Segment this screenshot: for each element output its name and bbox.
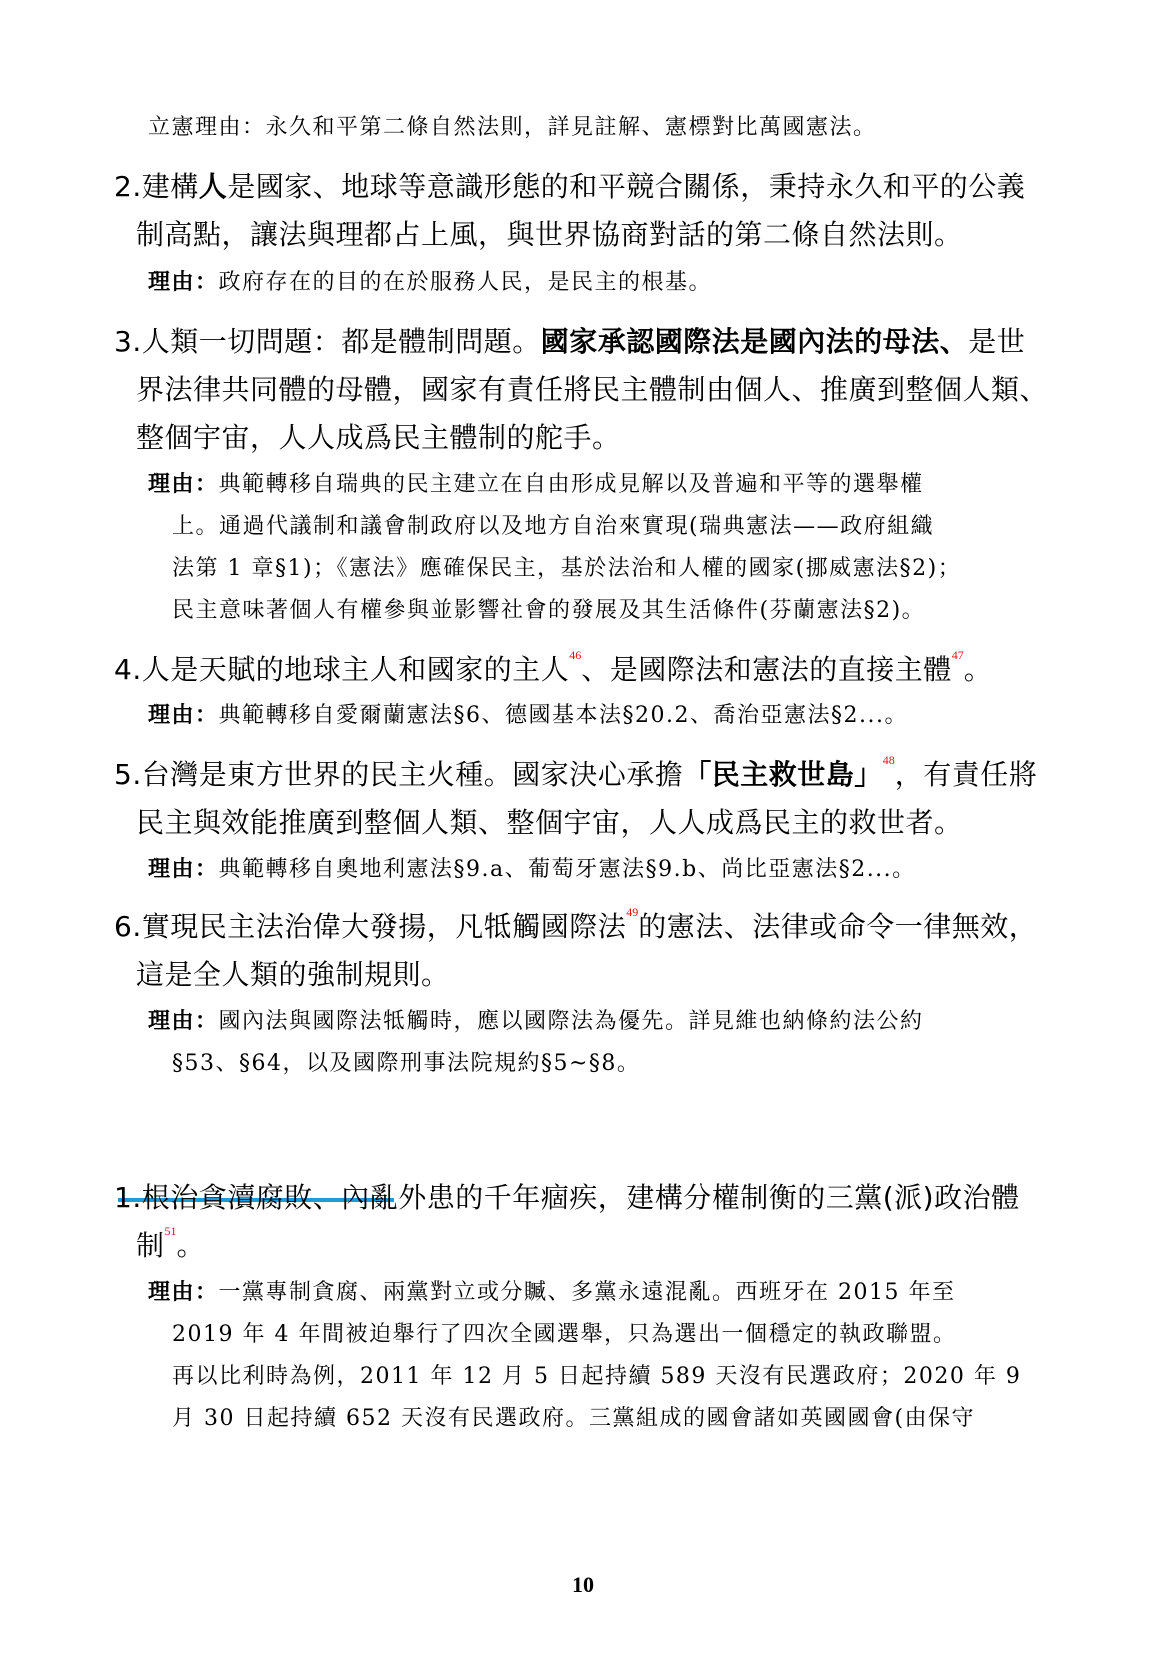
- article-3-line-1: [114, 320, 1025, 360]
- article-4-line-1: [114, 648, 992, 688]
- reason-text: 國內法與國際法牴觸時，應以國際法為優先。詳見維也納條約法公約: [218, 1009, 924, 1034]
- reason-label: 立憲理由：: [148, 115, 266, 140]
- footnote-ref-49[interactable]: 49: [626, 905, 639, 919]
- article-4-text-2: 、是國際法和憲法的直接主體: [581, 653, 952, 686]
- article-6-reason-line-2: §53、§64，以及國際刑事法院規約§5~§8。: [172, 1051, 641, 1076]
- reform-1-text: 制: [136, 1229, 165, 1262]
- article-3-reason-line-2: 上。通過代議制和議會制政府以及地方自治來實現(瑞典憲法——政府組織: [172, 514, 935, 539]
- reform-1-reason-line-1: [148, 1275, 956, 1306]
- article-2-reason: [148, 265, 712, 296]
- article-3-line-3: 整個宇宙，人人成爲民主體制的舵手。: [136, 421, 621, 454]
- reform-1-reason-line-3: 再以比利時為例，2011 年 12 月 5 日起持續 589 天沒有民選政府；2020 年 9: [172, 1364, 1022, 1389]
- article-3-bold-text: 國家承認國際法是國內法的母法、: [540, 325, 969, 358]
- reason-text: 政府存在的目的在於服務人民，是民主的根基。: [218, 270, 713, 295]
- article-4-reason: [148, 698, 908, 729]
- footnote-ref-47[interactable]: 47: [951, 648, 964, 662]
- article-6-line-1: [114, 905, 1037, 945]
- reason-text: 永久和平第二條自然法則，詳見註解、憲標對比萬國憲法。: [265, 115, 877, 140]
- reform-1-line-1: 1.根治貪瀆腐敗、內亂外患的千年痼疾，建構分權制衡的三黨(派)政治體: [114, 1181, 1020, 1214]
- article-3-text: 3.人類一切問題：都是體制問題。: [114, 325, 541, 358]
- article-3-reason-line-4: 民主意味著個人有權參與並影響社會的發展及其生活條件(芬蘭憲法§2)。: [172, 598, 926, 623]
- reason-text: 典範轉移自瑞典的民主建立在自由形成見解以及普遍和平等的選舉權: [218, 472, 924, 497]
- reform-1-line-2: [136, 1224, 205, 1264]
- article-6-reason-line-1: [148, 1004, 924, 1035]
- footnote-ref-51[interactable]: 51: [164, 1224, 177, 1238]
- reason-text: 典範轉移自奧地利憲法§9.a、葡萄牙憲法§9.b、尚比亞憲法§2...。: [218, 857, 916, 882]
- reason-label: 理由：: [148, 269, 219, 295]
- article-3-reason-line-3: 法第 1 章§1)；《憲法》應確保民主，基於法治和人權的國家(挪威憲法§2)；: [172, 556, 962, 581]
- article-5-reason: [148, 852, 916, 883]
- article-3-reason-line-1: [148, 467, 924, 498]
- charter-reason-line: [148, 110, 877, 141]
- article-3-line-2: 界法律共同體的母體，國家有責任將民主體制由個人、推廣到整個人類、: [136, 373, 1049, 406]
- footnote-ref-48[interactable]: 48: [882, 753, 895, 767]
- reason-label: 理由：: [148, 471, 219, 497]
- article-2-bold-word: 人: [198, 170, 228, 203]
- reform-1-text-end: 。: [176, 1229, 206, 1262]
- article-6-text: 6.實現民主法治偉大發揚，凡牴觸國際法: [114, 910, 627, 943]
- article-2-number: 2.建構: [114, 170, 199, 203]
- article-6-text-2: 的憲法、法律或命令一律無效，: [638, 910, 1038, 943]
- reason-text: 典範轉移自愛爾蘭憲法§6、德國基本法§20.2、喬治亞憲法§2...。: [218, 703, 908, 728]
- article-5-text: 5.台灣是東方世界的民主火種。國家決心承擔: [114, 758, 684, 791]
- article-5-line-2: 民主與效能推廣到整個人類、整個宇宙，人人成爲民主的救世者。: [136, 806, 963, 839]
- article-2-text: 是國家、地球等意識形態的和平競合關係，秉持永久和平的公義: [227, 170, 1026, 203]
- section-heading: [114, 1098, 136, 1133]
- article-2-line-2: 制高點，讓法與理都占上風，與世界協商對話的第二條自然法則。: [136, 218, 963, 251]
- reason-text: 一黨專制貪腐、兩黨對立或分贓、多黨永遠混亂。西班牙在 2015 年至: [218, 1280, 956, 1305]
- footnote-ref-46[interactable]: 46: [569, 648, 582, 662]
- article-5-bold-term: 「民主救世島」: [683, 758, 883, 791]
- reason-label: 理由：: [148, 856, 219, 882]
- page-number: 10: [572, 1572, 594, 1597]
- reason-label: 理由：: [148, 1279, 219, 1305]
- article-6-line-2: 這是全人類的強制規則。: [136, 958, 450, 991]
- reform-1-reason-line-2: 2019 年 4 年間被迫舉行了四次全國選舉，只為選出一個穩定的執政聯盟。: [172, 1322, 957, 1347]
- article-5-line-1: [114, 753, 1037, 793]
- article-2-line-1: [114, 165, 1025, 205]
- reason-label: 理由：: [148, 1008, 219, 1034]
- reform-1-reason-line-4: 月 30 日起持續 652 天沒有民選政府。三黨組成的國會諸如英國國會(由保守: [172, 1406, 976, 1431]
- reason-label: 理由：: [148, 702, 219, 728]
- article-4-text: 4.人是天賦的地球主人和國家的主人: [114, 653, 570, 686]
- article-5-text-tail: ，有責任將: [894, 758, 1038, 791]
- article-4-text-end: 。: [963, 653, 993, 686]
- article-3-text-tail: 是世: [968, 325, 1026, 358]
